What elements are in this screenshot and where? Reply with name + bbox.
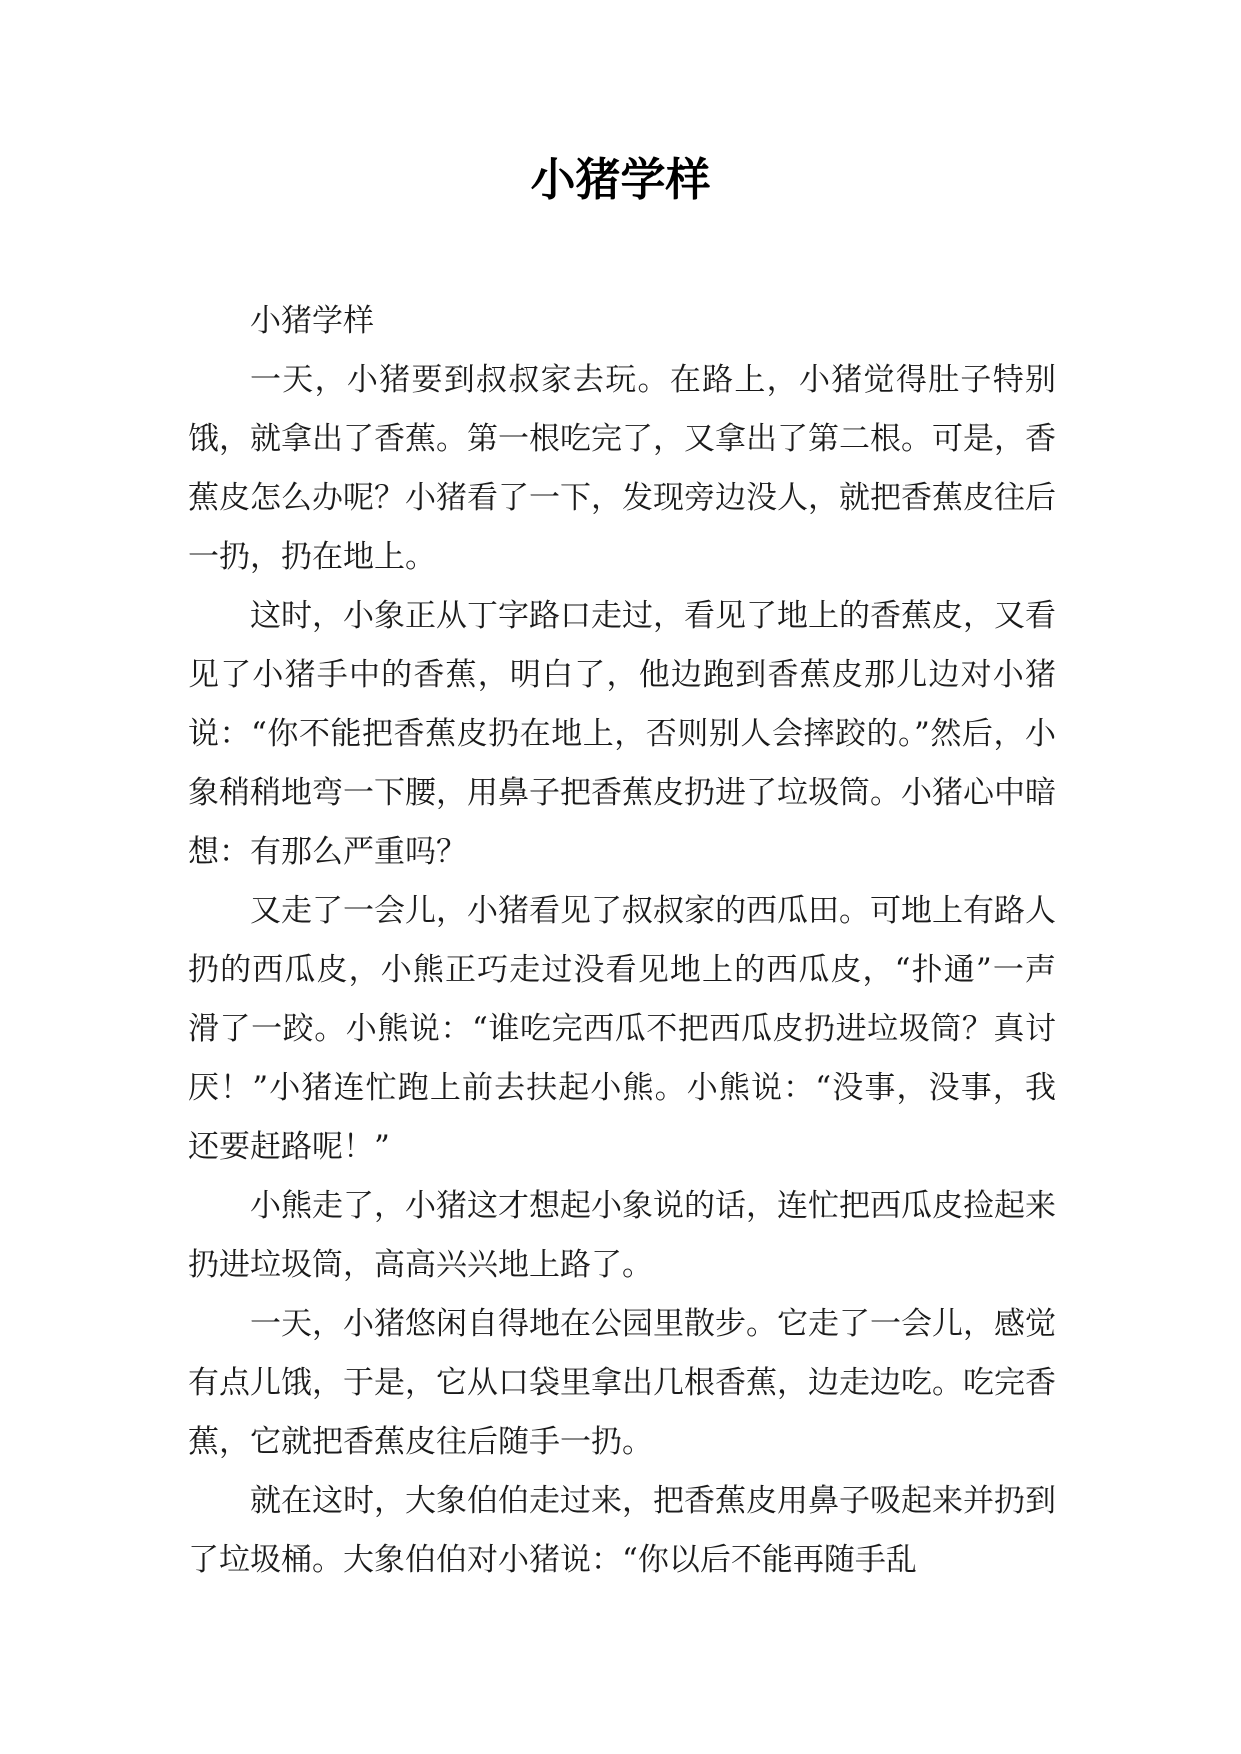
paragraph: 小猪学样 — [250, 303, 374, 339]
paragraph: 一天，小猪悠闲自得地在公园里散步。它走了一会儿，感觉有点儿饿，于是，它从口袋里拿出几根香蕉，边走边吃。吃完香蕉，它就把香蕉皮往后随手一扔。 — [188, 1306, 1056, 1460]
document-body — [188, 292, 1056, 1590]
paragraph: 又走了一会儿，小猪看见了叔叔家的西瓜田。可地上有路人扔的西瓜皮，小熊正巧走过没看见地上的西瓜皮，“扑通”一声滑了一跤。小熊说：“谁吃完西瓜不把西瓜皮扔进垃圾筒？真讨厌！”小猪连忙跑上前去扶起小熊。小熊说：“没事，没事，我还要赶路呢！” — [188, 893, 1056, 1165]
paragraph: 一天，小猪要到叔叔家去玩。在路上，小猪觉得肚子特别饿，就拿出了香蕉。第一根吃完了，又拿出了第二根。可是，香蕉皮怎么办呢？小猪看了一下，发现旁边没人，就把香蕉皮往后一扔，扔在地上。 — [188, 362, 1056, 575]
document-title: 小猪学样 — [530, 153, 711, 206]
paragraph: 这时，小象正从丁字路口走过，看见了地上的香蕉皮，又看见了小猪手中的香蕉，明白了，他边跑到香蕉皮那儿边对小猪说：“你不能把香蕉皮扔在地上，否则别人会摔跤的。”然后，小象稍稍地弯一下腰，用鼻子把香蕉皮扔进了垃圾筒。小猪心中暗想：有那么严重吗？ — [188, 598, 1056, 870]
paragraph: 就在这时，大象伯伯走过来，把香蕉皮用鼻子吸起来并扔到了垃圾桶。大象伯伯对小猪说：“你以后不能再随手乱 — [188, 1483, 1056, 1578]
paragraph: 小熊走了，小猪这才想起小象说的话，连忙把西瓜皮捡起来扔进垃圾筒，高高兴兴地上路了。 — [188, 1188, 1056, 1283]
